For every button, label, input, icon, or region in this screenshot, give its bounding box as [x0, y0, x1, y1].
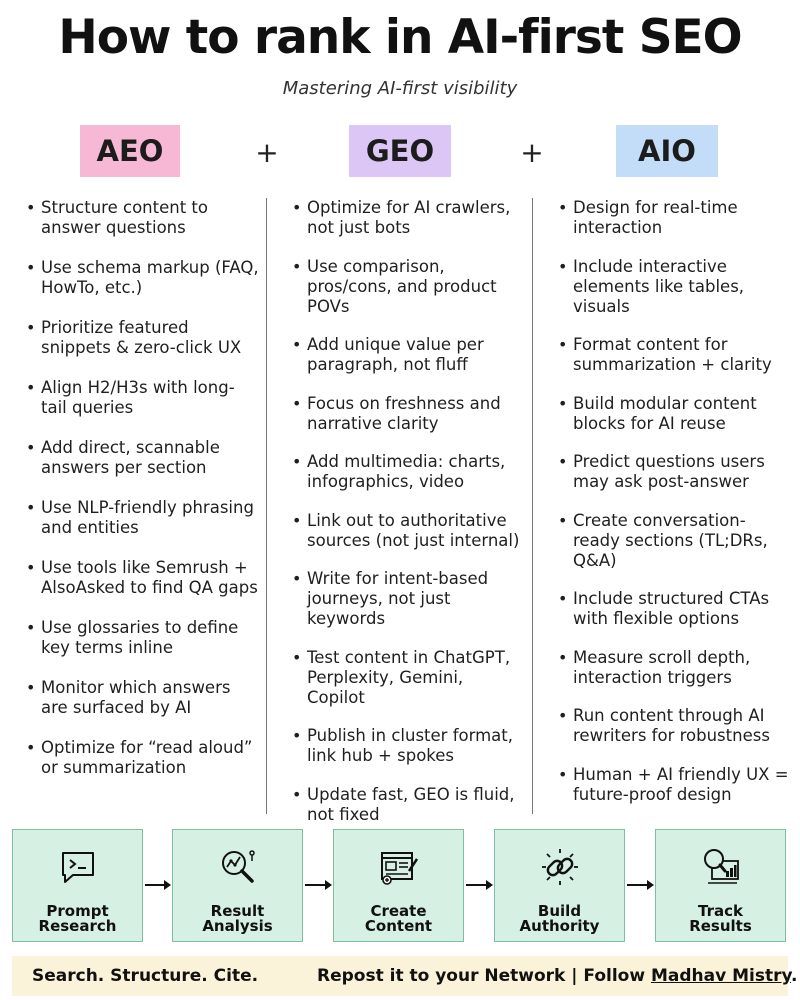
- list-item: • Add multimedia: charts, infographics, video: [290, 452, 526, 492]
- step-result-analysis: [172, 829, 303, 942]
- list-item: • Build modular content blocks for AI reuse: [556, 394, 792, 434]
- page-subtitle: Mastering AI-first visibility: [282, 78, 518, 99]
- step-label: Prompt Research: [38, 902, 117, 935]
- content-editor-icon: [379, 847, 419, 887]
- list-item: • Prioritize featured snippets & zero-click UX: [24, 318, 260, 358]
- step-track-results: [655, 829, 786, 942]
- footer-cta-suffix: .: [791, 966, 798, 986]
- step-build-authority: [494, 829, 625, 942]
- list-item: • Test content in ChatGPT, Perplexity, Gemini, Copilot: [290, 648, 526, 708]
- list-item: • Add direct, scannable answers per section: [24, 438, 260, 478]
- aeo-badge: AEO: [80, 125, 180, 177]
- list-item: • Design for real-time interaction: [556, 198, 792, 238]
- list-item: • Add unique value per paragraph, not fluff: [290, 335, 526, 375]
- list-item: • Optimize for AI crawlers, not just bots: [290, 198, 526, 238]
- geo-badge: GEO: [349, 125, 451, 177]
- list-item: • Measure scroll depth, interaction triggers: [556, 648, 792, 688]
- list-item: • Human + AI friendly UX = future-proof design: [556, 765, 792, 805]
- flow-arrow: [305, 884, 330, 886]
- step-create-content: [333, 829, 464, 942]
- list-item: • Create conversation-ready sections (TL;DRs, Q&A): [556, 511, 792, 571]
- aio-list: [556, 198, 792, 805]
- column-divider: [266, 198, 267, 814]
- list-item: • Use schema markup (FAQ, HowTo, etc.): [24, 258, 260, 298]
- list-item: • Focus on freshness and narrative clarity: [290, 394, 526, 434]
- list-item: • Use glossaries to define key terms inline: [24, 618, 260, 658]
- column-divider: [532, 198, 533, 814]
- list-item: • Predict questions users may ask post-answer: [556, 452, 792, 492]
- link-chain-icon: [540, 847, 580, 887]
- list-item: • Include interactive elements like tables, visuals: [556, 257, 792, 317]
- footer-bar: [12, 956, 798, 996]
- list-item: • Use comparison, pros/cons, and product POVs: [290, 257, 526, 317]
- geo-column: [290, 198, 526, 843]
- flow-arrow: [145, 884, 169, 886]
- step-label: Build Authority: [519, 902, 600, 935]
- footer-tagline: Search. Structure. Cite.: [32, 966, 259, 986]
- list-item: • Use tools like Semrush + AlsoAsked to find QA gaps: [24, 558, 260, 598]
- list-item: • Structure content to answer questions: [24, 198, 260, 238]
- footer-cta: [317, 966, 797, 986]
- flow-arrow: [466, 884, 491, 886]
- footer-cta-text: Repost it to your Network | Follow: [317, 966, 651, 986]
- plus-sign: +: [520, 136, 544, 169]
- list-item: • Include structured CTAs with flexible options: [556, 589, 792, 629]
- aio-column: [556, 198, 792, 823]
- page-title: How to rank in AI-first SEO: [58, 10, 742, 65]
- step-label: Create Content: [364, 902, 433, 935]
- list-item: • Align H2/H3s with long-tail queries: [24, 378, 260, 418]
- step-label: Result Analysis: [202, 902, 273, 935]
- list-item: • Run content through AI rewriters for robustness: [556, 706, 792, 746]
- list-item: • Write for intent-based journeys, not just keywords: [290, 569, 526, 629]
- plus-sign: +: [255, 136, 279, 169]
- step-prompt-research: [12, 829, 143, 942]
- geo-list: [290, 198, 526, 825]
- list-item: • Use NLP-friendly phrasing and entities: [24, 498, 260, 538]
- prompt-terminal-icon: [58, 847, 98, 887]
- aio-badge: AIO: [616, 125, 718, 177]
- flow-arrow: [627, 884, 652, 886]
- search-chart-icon: [701, 847, 741, 887]
- list-item: • Monitor which answers are surfaced by AI: [24, 678, 260, 718]
- list-item: • Format content for summarization + clarity: [556, 335, 792, 375]
- aeo-list: [24, 198, 260, 778]
- author-link[interactable]: Madhav Mistry: [650, 966, 791, 986]
- list-item: • Optimize for “read aloud” or summarization: [24, 738, 260, 778]
- list-item: • Link out to authoritative sources (not just internal): [290, 511, 526, 551]
- step-label: Track Results: [689, 902, 752, 935]
- aeo-column: [24, 198, 260, 798]
- magnifier-analysis-icon: [218, 847, 258, 887]
- list-item: • Publish in cluster format, link hub + spokes: [290, 726, 526, 766]
- list-item: • Update fast, GEO is fluid, not fixed: [290, 785, 526, 825]
